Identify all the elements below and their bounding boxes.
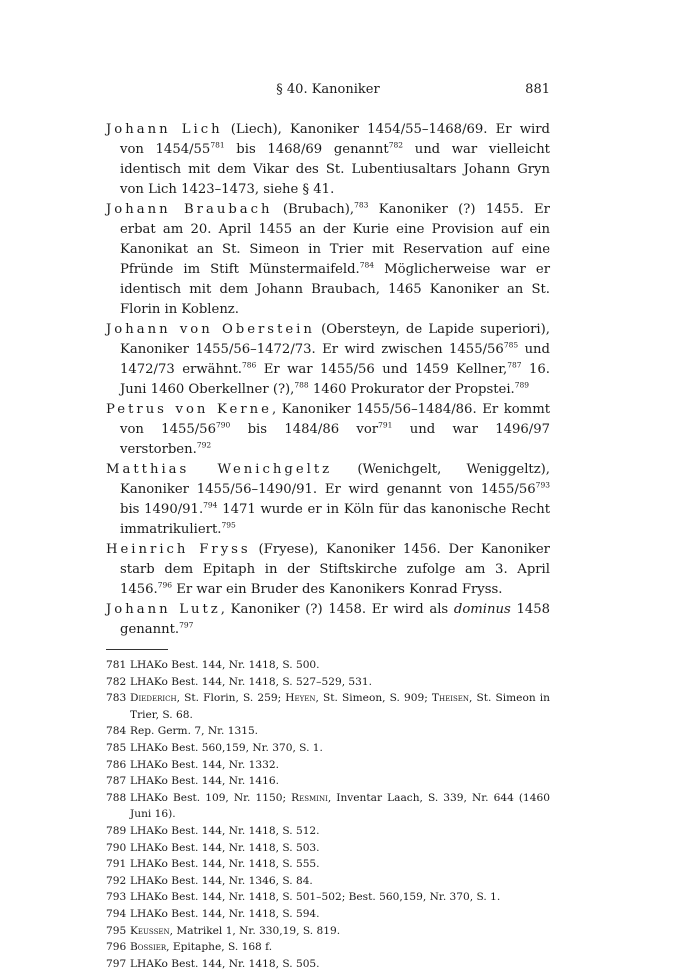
entry-text: (Fryese), Kanoniker 1456. Der Kanoniker starb dem Epitaph in der Stiftskirche zufolge am 3. April 1456.: [120, 542, 550, 597]
entry-text: bis 1484/86 vor: [230, 422, 379, 437]
citation-text: , Inventar Laach, S. 339, Nr. 644 (1460 Juni 16).: [130, 791, 550, 821]
footnote: [106, 923, 550, 940]
footnote: [106, 723, 550, 740]
footnote-text: LHAKo Best. 144, Nr. 1418, S. 527–529, 531.: [130, 675, 373, 688]
footnote-text: LHAKo Best. 144, Nr. 1418, S. 500.: [130, 659, 320, 671]
footnote: [106, 939, 550, 956]
author-name: Diederich: [130, 692, 177, 705]
footnote-ref[interactable]: 790: [215, 420, 231, 430]
entry-matthias-wenichgeltz: [106, 460, 550, 540]
entry-text: (Brubach),: [272, 202, 355, 217]
footnote: [106, 790, 550, 823]
footnote-text: LHAKo Best. 144, Nr. 1418, S. 505.: [130, 957, 320, 970]
footnote-number: 782: [106, 675, 127, 688]
entry-text: 1458 genannt.: [120, 602, 550, 637]
entry-text: und 1472/73 erwähnt.: [120, 342, 550, 377]
footnote-number: 788: [106, 791, 127, 804]
entry-johann-von-oberstein: [106, 320, 550, 400]
entry-text: Kanoniker (?) 1455. Er erbat am 20. April 1455 an der Kurie eine Provision auf ein Kanonikat an St. Simeon in Trier mit Reservation auf eine Pfründe im Stift Münstermaifeld.: [120, 202, 550, 277]
person-name: Heinrich Fryss: [106, 542, 251, 557]
footnote-text: [130, 939, 550, 956]
entry-text: (Obersteyn, de Lapide superiori), Kanoniker 1455/56–1472/73. Er wird zwischen 1455/56: [120, 322, 550, 357]
footnote-ref[interactable]: 793: [535, 480, 550, 490]
footnote-text: LHAKo Best. 144, Nr. 1418, S. 503.: [130, 841, 320, 854]
footnote: [106, 740, 550, 757]
citation-text: , St. Simeon in Trier, S. 68.: [130, 692, 550, 721]
footnote-text: [130, 923, 550, 940]
entry-text: Möglicherweise war er identisch mit dem Johann Braubach, 1465 Kanoniker an St. Florin in Koblenz.: [120, 262, 551, 317]
person-name: Petrus von Kerne: [106, 402, 272, 417]
footnote: [106, 873, 550, 890]
citation-text: LHAKo Best. 109, Nr. 1150;: [130, 791, 292, 804]
footnote-text: [130, 790, 550, 823]
author-name: Heyen: [285, 692, 316, 705]
footnote-number: 785: [106, 741, 127, 754]
footnote-number: 786: [106, 758, 127, 771]
footnote: [106, 906, 550, 923]
footnote-number: 789: [106, 824, 127, 837]
footnote-ref[interactable]: 797: [179, 620, 194, 630]
entry-text: und war 1496/97 verstorben.: [120, 422, 550, 457]
footnote: [106, 956, 550, 972]
citation-text: , Matrikel 1, Nr. 330,19, S. 819.: [169, 924, 341, 937]
footnote: [106, 773, 550, 790]
footnote-number: 791: [106, 858, 127, 871]
footnote: [106, 657, 550, 674]
person-name: Matthias Wenichgeltz: [106, 462, 333, 477]
entry-johann-lutz: [106, 600, 550, 640]
footnote-ref[interactable]: 781: [210, 140, 225, 150]
entry-text: (Liech), Kanoniker 1454/55–1468/69. Er wird von 1454/55: [120, 122, 550, 157]
author-name: Resmini: [291, 791, 328, 804]
footnote-text: LHAKo Best. 144, Nr. 1418, S. 512.: [130, 824, 320, 837]
citation-text: , St. Florin, S. 259;: [176, 692, 286, 705]
entry-johann-lich: [106, 120, 550, 200]
footnote-text: LHAKo Best. 144, Nr. 1346, S. 84.: [130, 874, 313, 887]
entry-johann-braubach: [106, 200, 550, 320]
entry-text: , Kanoniker (?) 1458. Er wird als: [220, 602, 454, 617]
entries: [106, 120, 550, 640]
entry-text: bis 1490/91.: [120, 502, 204, 517]
footnote-text: LHAKo Best. 560,159, Nr. 370, S. 1.: [130, 741, 323, 754]
footnotes: [106, 657, 550, 972]
entry-text: und war vielleicht identisch mit dem Vikar des St. Lubentiusaltars Johann Gryn von Lich 1423–1473, siehe § 41.: [120, 142, 550, 197]
entry-petrus-von-kerne: [106, 400, 550, 460]
footnote: [106, 889, 550, 906]
footnote-ref[interactable]: 788: [294, 380, 309, 390]
footnote-number: 781: [106, 659, 127, 671]
footnote-text: LHAKo Best. 144, Nr. 1418, S. 501–502; Best. 560,159, Nr. 370, S. 1.: [130, 891, 501, 904]
footnote-ref[interactable]: 789: [514, 380, 530, 390]
footnote: [106, 856, 550, 873]
running-title: § 40. Kanoniker: [276, 82, 380, 97]
footnote-ref[interactable]: 784: [359, 260, 375, 270]
footnote-ref[interactable]: 787: [507, 360, 522, 370]
footnote-separator: [106, 649, 168, 650]
footnote-ref[interactable]: 795: [221, 520, 236, 530]
footnote: [106, 840, 550, 857]
footnote-number: 795: [106, 924, 127, 937]
entry-text: 1471 wurde er in Köln für das kanonische Recht immatrikuliert.: [120, 502, 550, 537]
footnote-number: 790: [106, 841, 127, 854]
person-name: Johann Lich: [106, 122, 223, 137]
person-name: Johann Lutz: [106, 602, 221, 617]
footnote-number: 783: [106, 692, 127, 705]
footnote-ref[interactable]: 796: [157, 580, 173, 590]
italic-term: dominus: [453, 602, 511, 617]
entry-text: bis 1468/69 genannt: [224, 142, 389, 157]
entry-text: 16. Juni 1460 Oberkellner (?),: [120, 362, 550, 397]
footnote-number: 793: [106, 891, 127, 904]
page-header: [106, 82, 550, 106]
entry-text: Er war ein Bruder des Kanonikers Konrad Fryss.: [172, 582, 503, 597]
author-name: Keussen: [130, 924, 170, 937]
footnote-text: [130, 690, 550, 723]
footnote-number: 792: [106, 874, 127, 887]
footnote: [106, 674, 550, 691]
author-name: Bossier: [130, 941, 167, 954]
author-name: Theisen: [431, 692, 469, 705]
entry-text: 1460 Prokurator der Propstei.: [308, 382, 515, 397]
entry-heinrich-fryss: [106, 540, 550, 600]
footnote: [106, 690, 550, 723]
footnote-text: LHAKo Best. 144, Nr. 1418, S. 555.: [130, 858, 320, 871]
entry-text: (Wenichgelt, Weniggeltz), Kanoniker 1455/56–1490/91. Er wird genannt von 1455/56: [120, 462, 550, 497]
footnote-number: 797: [106, 957, 127, 970]
footnote-number: 784: [106, 725, 127, 738]
footnote-number: 787: [106, 775, 127, 788]
entry-text: Er war 1455/56 und 1459 Kellner,: [256, 362, 508, 377]
footnote: [106, 823, 550, 840]
footnote-ref[interactable]: 783: [354, 200, 369, 210]
footnote-ref[interactable]: 792: [196, 440, 212, 450]
citation-text: , St. Simeon, S. 909;: [315, 692, 432, 705]
footnote-text: LHAKo Best. 144, Nr. 1332.: [130, 758, 279, 771]
footnote-ref[interactable]: 782: [388, 140, 404, 150]
footnote-ref[interactable]: 785: [503, 340, 519, 350]
footnote-ref[interactable]: 791: [378, 420, 393, 430]
footnote-number: 794: [106, 907, 127, 920]
person-name: Johann Braubach: [106, 202, 273, 217]
footnote-text: LHAKo Best. 144, Nr. 1418, S. 594.: [130, 907, 320, 920]
citation-text: , Epitaphe, S. 168 f.: [166, 941, 273, 954]
book-page: [106, 82, 550, 972]
footnote-text: Rep. Germ. 7, Nr. 1315.: [130, 725, 259, 738]
page-number: 881: [525, 82, 550, 97]
person-name: Johann von Oberstein: [106, 322, 315, 337]
footnote-ref[interactable]: 786: [241, 360, 257, 370]
footnote-ref[interactable]: 794: [203, 500, 218, 510]
entry-text: , Kanoniker 1455/56–1484/86. Er kommt von 1455/56: [120, 402, 550, 437]
footnote-text: LHAKo Best. 144, Nr. 1416.: [130, 775, 279, 788]
footnote: [106, 757, 550, 774]
footnote-number: 796: [106, 941, 127, 954]
